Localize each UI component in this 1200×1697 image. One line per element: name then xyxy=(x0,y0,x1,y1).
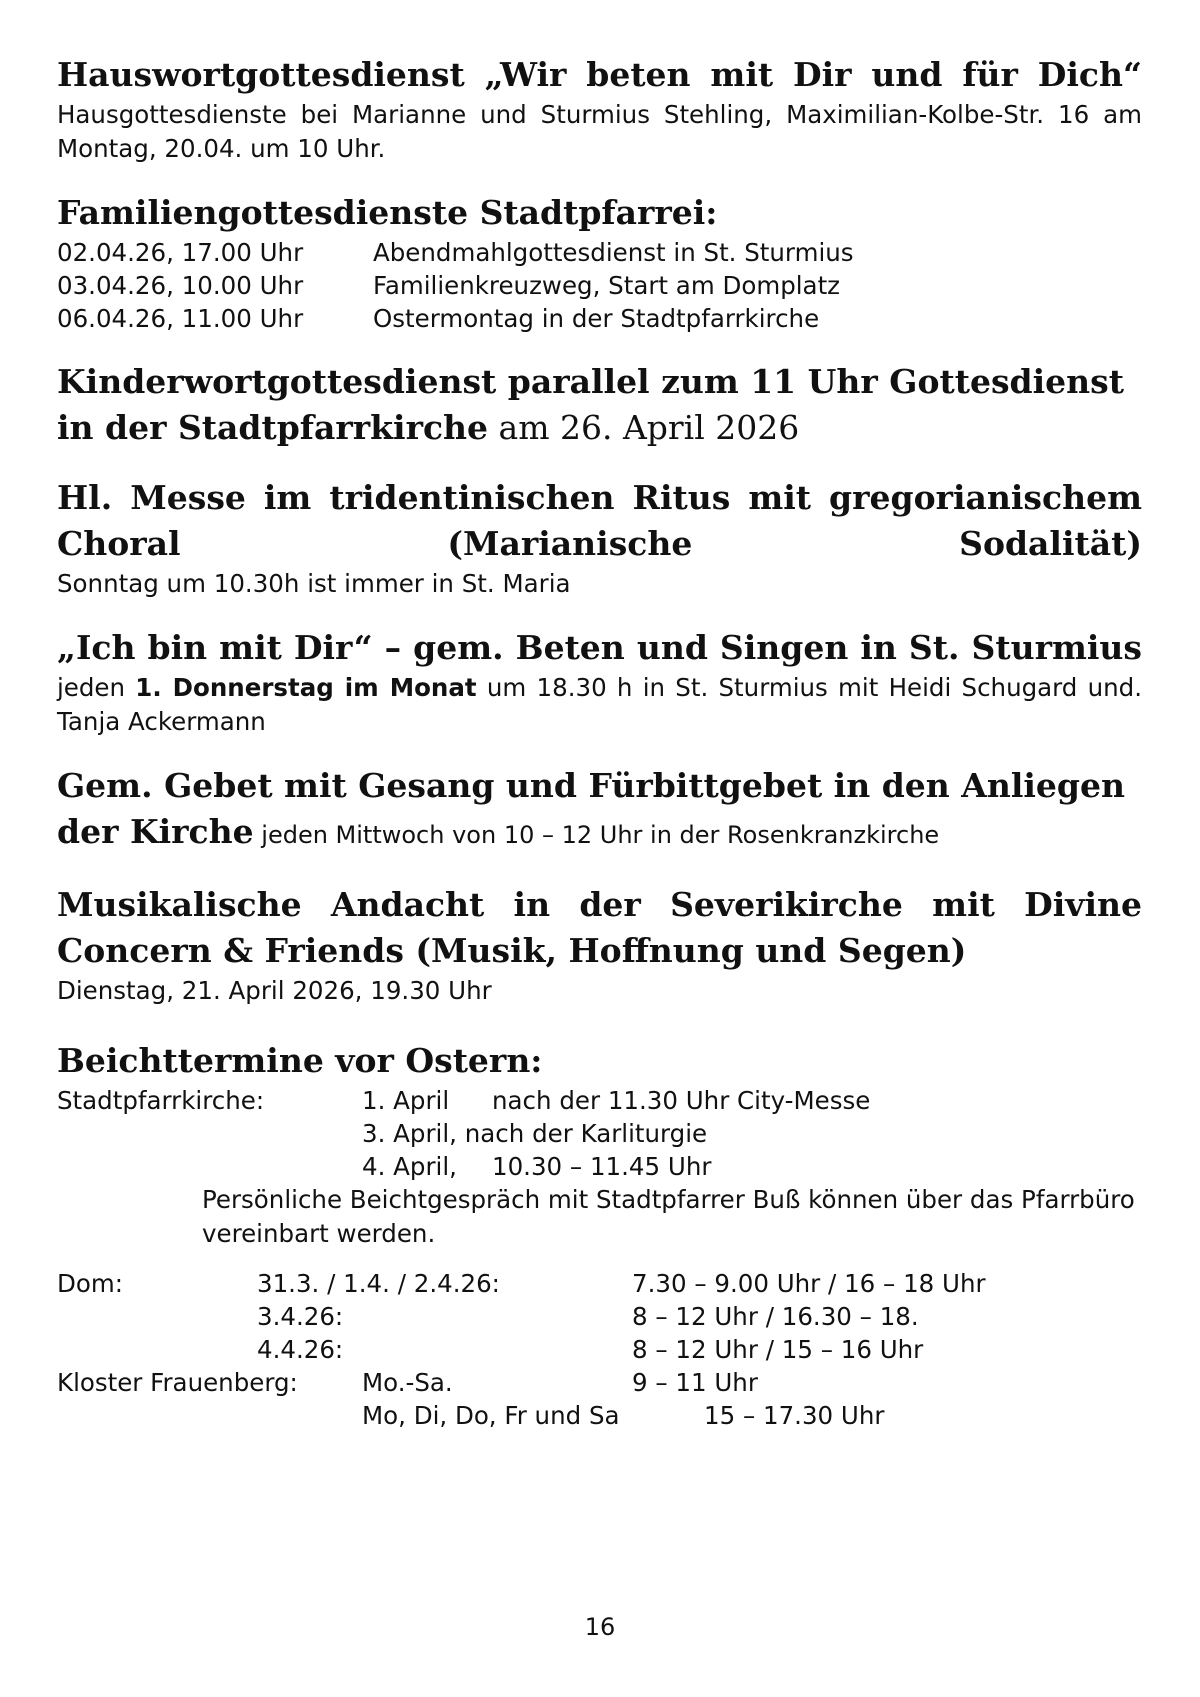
schedule-row xyxy=(57,269,1142,302)
page-number: 16 xyxy=(584,1613,616,1641)
beicht-stadtpfarrkirche xyxy=(57,1084,1142,1251)
schedule-date: 02.04.26, 17.00 Uhr xyxy=(57,238,304,267)
dom-time: 8 – 12 Uhr / 16.30 – 18. xyxy=(632,1302,919,1331)
beicht-desc: nach der Karliturgie xyxy=(464,1119,708,1148)
kloster-row xyxy=(57,1366,1142,1399)
dom-row xyxy=(57,1267,1142,1300)
kloster-days2: Mo, Di, Do, Fr und Sa xyxy=(362,1401,620,1430)
schedule-row xyxy=(57,302,1142,335)
beicht-location-label: Stadtpfarrkirche: xyxy=(57,1086,265,1115)
schedule-row xyxy=(57,236,1142,269)
text-hauswortgottesdienst: Hausgottesdienste bei Marianne und Sturmius Stehling, Maximilian-Kolbe-Str. 16 am Montag, 20.04. um 10 Uhr. xyxy=(57,100,1142,163)
schedule-desc: Ostermontag in der Stadtpfarrkirche xyxy=(373,304,820,333)
familien-schedule xyxy=(57,236,1142,335)
dom-date: 3.4.26: xyxy=(257,1302,344,1331)
text-musikalische-andacht: Dienstag, 21. April 2026, 19.30 Uhr xyxy=(57,976,492,1005)
beicht-date: 1. April xyxy=(362,1086,450,1115)
dom-date: 31.3. / 1.4. / 2.4.26: xyxy=(257,1269,500,1298)
heading-ich-bin-mit-dir: „Ich bin mit Dir“ – gem. Beten und Singen in St. Sturmius xyxy=(57,628,1142,667)
kloster-row xyxy=(57,1399,1142,1432)
beicht-row xyxy=(57,1150,1142,1183)
schedule-date: 06.04.26, 11.00 Uhr xyxy=(57,304,304,333)
heading-kinderwortgottesdienst xyxy=(57,359,1142,451)
kloster-time2: 15 – 17.30 Uhr xyxy=(704,1401,885,1430)
heading-musikalische-andacht: Musikalische Andacht in der Severikirche mit Divine Concern & Friends (Musik, Hoffnung und Segen) xyxy=(57,885,1142,970)
heading-hauswortgottesdienst: Hauswortgottesdienst „Wir beten mit Dir und für Dich“ xyxy=(57,55,1142,94)
schedule-desc: Abendmahlgottesdienst in St. Sturmius xyxy=(373,238,854,267)
beicht-dom xyxy=(57,1267,1142,1432)
heading-gem-gebet xyxy=(57,763,1142,858)
kinder-title-date: am 26. April 2026 xyxy=(488,408,800,447)
beicht-date: 4. April, xyxy=(362,1152,457,1181)
kinder-title-bold: Kinderwortgottesdienst parallel zum 11 Uhr Gottesdienst in der Stadtpfarrkirche xyxy=(57,362,1124,447)
schedule-date: 03.04.26, 10.00 Uhr xyxy=(57,271,304,300)
gebet-inline-text: jeden Mittwoch von 10 – 12 Uhr in der Rosenkranzkirche xyxy=(253,821,940,849)
heading-beichttermine: Beichttermine vor Ostern: xyxy=(57,1041,543,1080)
dom-row xyxy=(57,1333,1142,1366)
dom-label: Dom: xyxy=(57,1269,123,1298)
ichbin-bold: 1. Donnerstag im Monat xyxy=(135,673,477,702)
beicht-row xyxy=(57,1084,1142,1117)
kloster-day: Mo.-Sa. xyxy=(362,1368,453,1397)
beicht-row xyxy=(57,1117,1142,1150)
dom-time: 7.30 – 9.00 Uhr / 16 – 18 Uhr xyxy=(632,1269,986,1298)
heading-familiengottesdienste: Familiengottesdienste Stadtpfarrei: xyxy=(57,193,718,232)
dom-row xyxy=(57,1300,1142,1333)
text-ich-bin-mit-dir xyxy=(57,671,1142,739)
document-page xyxy=(57,52,1142,1432)
dom-date: 4.4.26: xyxy=(257,1335,344,1364)
heading-hl-messe: Hl. Messe im tridentinischen Ritus mit gregorianischem Choral (Marianische Sodalität) xyxy=(57,478,1142,563)
text-hl-messe: Sonntag um 10.30h ist immer in St. Maria xyxy=(57,569,571,598)
beicht-date: 3. April, xyxy=(362,1119,457,1148)
kloster-label: Kloster Frauenberg: xyxy=(57,1368,298,1397)
beicht-note: Persönliche Beichtgespräch mit Stadtpfarrer Buß können über das Pfarrbüro vereinbart werden. xyxy=(202,1185,1135,1248)
gebet-title: Gem. Gebet mit Gesang und Fürbittgebet in den Anliegen der Kirche xyxy=(57,766,1125,851)
ichbin-pre: jeden xyxy=(57,673,136,702)
kloster-time: 9 – 11 Uhr xyxy=(632,1368,758,1397)
schedule-desc: Familienkreuzweg, Start am Domplatz xyxy=(373,271,841,300)
beicht-desc: 10.30 – 11.45 Uhr xyxy=(492,1152,712,1181)
dom-time: 8 – 12 Uhr / 15 – 16 Uhr xyxy=(632,1335,924,1364)
ichbin-post: um 18.30 h in St. Sturmius mit Heidi Schugard und. Tanja Ackermann xyxy=(57,673,1143,736)
beicht-desc: nach der 11.30 Uhr City-Messe xyxy=(492,1086,871,1115)
